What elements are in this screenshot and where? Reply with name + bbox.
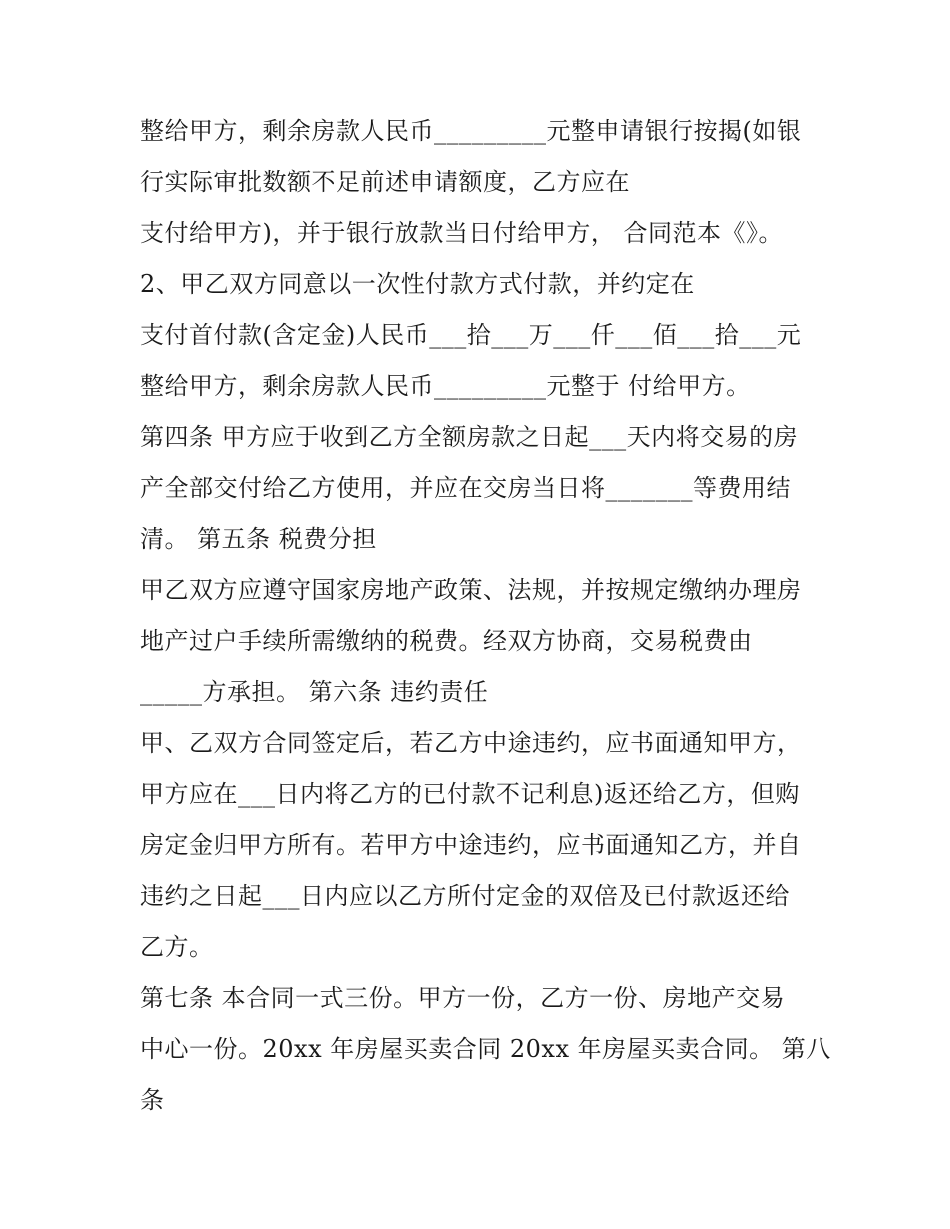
text-line: 清。 第五条 税费分担 <box>140 525 377 553</box>
text-line: 第四条 甲方应于收到乙方全额房款之日起___天内将交易的房 <box>140 423 799 451</box>
text-line: 条 <box>140 1086 165 1114</box>
text-line: 甲乙双方应遵守国家房地产政策、法规，并按规定缴纳办理房 <box>140 576 802 604</box>
text-line: 支付首付款(含定金)人民币___拾___万___仟___佰___拾___元 <box>140 321 802 349</box>
text-line: 甲方应在___日内将乙方的已付款不记利息)返还给乙方，但购 <box>140 780 800 808</box>
text-line: 行实际审批数额不足前述申请额度，乙方应在 <box>140 168 630 196</box>
text-line: _____方承担。 第六条 违约责任 <box>140 678 489 706</box>
text-line: 甲、乙双方合同签定后，若乙方中途违约，应书面通知甲方， <box>140 729 802 757</box>
text-line: 整给甲方，剩余房款人民币_________元整申请银行按揭(如银 <box>140 117 802 145</box>
text-line: 房定金归甲方所有。若甲方中途违约，应书面通知乙方，并自 <box>140 831 802 859</box>
text-line: 中心一份。20xx 年房屋买卖合同 20xx 年房屋买卖合同。 第八 <box>140 1035 831 1063</box>
document-body <box>140 106 830 1126</box>
text-line: 违约之日起___日内应以乙方所付定金的双倍及已付款返还给 <box>140 882 790 910</box>
text-line: 产全部交付给乙方使用，并应在交房当日将_______等费用结 <box>140 474 791 502</box>
text-line: 支付给甲方)，并于银行放款当日付给甲方， 合同范本《》。 <box>140 219 783 247</box>
text-line: 乙方。 <box>140 933 214 961</box>
text-line: 第七条 本合同一式三份。甲方一份，乙方一份、房地产交易 <box>140 984 786 1012</box>
text-line: 地产过户手续所需缴纳的税费。经双方协商，交易税费由 <box>140 627 753 655</box>
text-line: 整给甲方，剩余房款人民币_________元整于 付给甲方。 <box>140 372 751 400</box>
text-line: 2、甲乙双方同意以一次性付款方式付款，并约定在 <box>140 270 695 298</box>
